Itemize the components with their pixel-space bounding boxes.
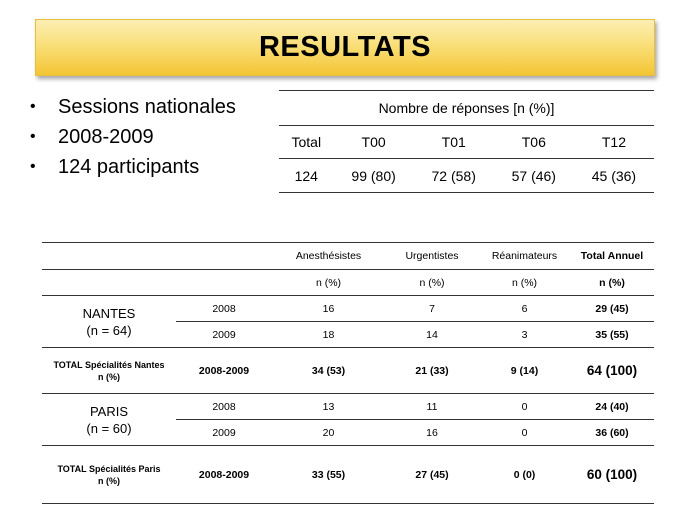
year-cell: 2009 bbox=[176, 420, 272, 446]
bullet-item: • 124 participants bbox=[30, 152, 236, 182]
table-cell: 0 bbox=[479, 420, 570, 446]
unit-header: n (%) bbox=[570, 270, 654, 296]
col-header: Urgentistes bbox=[385, 243, 479, 270]
bullet-item: • 2008-2009 bbox=[30, 122, 236, 152]
year-cell: 2008 bbox=[176, 296, 272, 322]
empty-cell bbox=[176, 243, 272, 270]
bullet-icon: • bbox=[30, 128, 36, 145]
total-row-nantes bbox=[42, 348, 654, 394]
total-row-paris bbox=[42, 446, 654, 504]
year-range-cell: 2008-2009 bbox=[176, 348, 272, 394]
col-header: Total bbox=[279, 126, 334, 159]
results-table bbox=[42, 242, 654, 504]
table-cell: 45 (36) bbox=[574, 159, 654, 193]
total-label: TOTAL Spécialités Nantes n (%) bbox=[42, 348, 176, 394]
table-cell: 6 bbox=[479, 296, 570, 322]
year-cell: 2009 bbox=[176, 322, 272, 348]
year-range-cell: 2008-2009 bbox=[176, 446, 272, 504]
table-cell: 11 bbox=[385, 394, 479, 420]
responses-header: Nombre de réponses [n (%)] bbox=[279, 91, 654, 126]
table-cell: 33 (55) bbox=[272, 446, 385, 504]
col-header: T12 bbox=[574, 126, 654, 159]
table-cell: 18 bbox=[272, 322, 385, 348]
year-cell: 2008 bbox=[176, 394, 272, 420]
bullet-item: • Sessions nationales bbox=[30, 92, 236, 122]
table-cell: 0 (0) bbox=[479, 446, 570, 504]
empty-cell bbox=[176, 270, 272, 296]
slide-title: RESULTATS bbox=[258, 31, 432, 63]
table-cell: 124 bbox=[279, 159, 334, 193]
col-header: T06 bbox=[494, 126, 574, 159]
table-cell: 29 (45) bbox=[570, 296, 654, 322]
group-label-nantes: NANTES (n = 64) bbox=[42, 296, 176, 348]
responses-table bbox=[279, 90, 654, 193]
slide-title-banner bbox=[35, 19, 655, 76]
table-cell: 99 (80) bbox=[334, 159, 414, 193]
table-cell: 14 bbox=[385, 322, 479, 348]
table-cell: 60 (100) bbox=[570, 446, 654, 504]
table-cell: 21 (33) bbox=[385, 348, 479, 394]
table-cell: 7 bbox=[385, 296, 479, 322]
col-header: Anesthésistes bbox=[272, 243, 385, 270]
table-cell: 64 (100) bbox=[570, 348, 654, 394]
bullet-icon: • bbox=[30, 158, 36, 175]
total-label: TOTAL Spécialités Paris n (%) bbox=[42, 446, 176, 504]
table-row bbox=[42, 394, 654, 420]
table-cell: 27 (45) bbox=[385, 446, 479, 504]
col-header: Réanimateurs bbox=[479, 243, 570, 270]
table-cell: 9 (14) bbox=[479, 348, 570, 394]
table-cell: 13 bbox=[272, 394, 385, 420]
group-label-paris: PARIS (n = 60) bbox=[42, 394, 176, 446]
table-cell: 16 bbox=[385, 420, 479, 446]
unit-header: n (%) bbox=[272, 270, 385, 296]
table-cell: 36 (60) bbox=[570, 420, 654, 446]
table-row bbox=[42, 296, 654, 322]
table-cell: 24 (40) bbox=[570, 394, 654, 420]
table-cell: 3 bbox=[479, 322, 570, 348]
unit-header: n (%) bbox=[479, 270, 570, 296]
table-cell: 72 (58) bbox=[414, 159, 494, 193]
table-cell: 16 bbox=[272, 296, 385, 322]
empty-cell bbox=[42, 270, 176, 296]
unit-header: n (%) bbox=[385, 270, 479, 296]
bullet-list bbox=[30, 92, 236, 182]
col-header: Total Annuel bbox=[570, 243, 654, 270]
table-cell: 20 bbox=[272, 420, 385, 446]
table-cell: 57 (46) bbox=[494, 159, 574, 193]
col-header: T00 bbox=[334, 126, 414, 159]
bullet-icon: • bbox=[30, 98, 36, 115]
table-cell: 35 (55) bbox=[570, 322, 654, 348]
empty-cell bbox=[42, 243, 176, 270]
table-cell: 0 bbox=[479, 394, 570, 420]
col-header: T01 bbox=[414, 126, 494, 159]
table-cell: 34 (53) bbox=[272, 348, 385, 394]
